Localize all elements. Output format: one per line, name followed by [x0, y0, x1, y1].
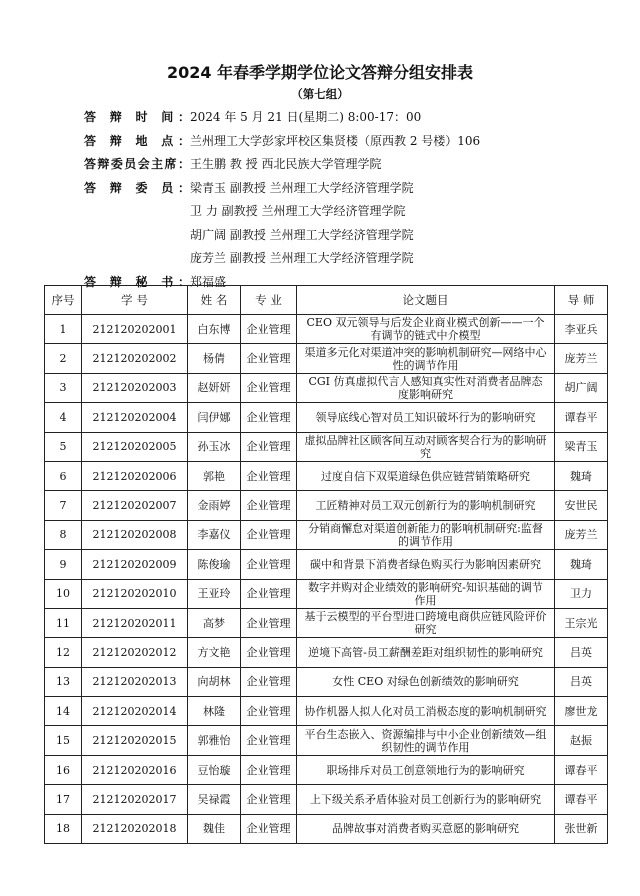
cell-index: 16 [45, 755, 82, 784]
schedule-table [44, 285, 608, 844]
cell-thesis-title: 协作机器人拟人化对员工消极态度的影响机制研究 [297, 697, 555, 726]
cell-name: 魏佳 [188, 814, 241, 843]
header-thesis-title: 论文题目 [297, 286, 555, 315]
cell-index: 2 [45, 344, 82, 373]
cell-index: 18 [45, 814, 82, 843]
cell-major: 企业管理 [241, 579, 297, 608]
table-row [45, 461, 608, 490]
cell-major: 企业管理 [241, 785, 297, 814]
cell-name: 白东博 [188, 315, 241, 344]
cell-index: 5 [45, 432, 82, 461]
cell-thesis-title: 逆境下高管-员工薪酬差距对组织韧性的影响研究 [297, 638, 555, 667]
cell-major: 企业管理 [241, 432, 297, 461]
cell-major: 企业管理 [241, 315, 297, 344]
cell-thesis-title: 基于云模型的平台型进口跨境电商供应链风险评价研究 [297, 608, 555, 637]
place-label: 答 辩 地 点： [84, 133, 190, 148]
member-1: 梁青玉 副教授 兰州理工大学经济管理学院 [190, 180, 414, 195]
table-row [45, 403, 608, 432]
cell-index: 8 [45, 520, 82, 549]
cell-major: 企业管理 [241, 373, 297, 402]
cell-student-id: 212120202015 [82, 726, 188, 755]
cell-index: 9 [45, 550, 82, 579]
cell-thesis-title: 女性 CEO 对绿色创新绩效的影响研究 [297, 667, 555, 696]
cell-index: 1 [45, 315, 82, 344]
member-row-3 [84, 224, 624, 248]
cell-index: 14 [45, 697, 82, 726]
cell-advisor: 庞芳兰 [555, 520, 608, 549]
table-row [45, 373, 608, 402]
cell-index: 7 [45, 491, 82, 520]
cell-thesis-title: 碳中和背景下消费者绿色购买行为影响因素研究 [297, 550, 555, 579]
cell-advisor: 魏琦 [555, 461, 608, 490]
table-row [45, 550, 608, 579]
cell-student-id: 212120202017 [82, 785, 188, 814]
cell-advisor: 张世新 [555, 814, 608, 843]
cell-major: 企业管理 [241, 403, 297, 432]
cell-major: 企业管理 [241, 344, 297, 373]
table-row [45, 814, 608, 843]
cell-name: 吴禄霞 [188, 785, 241, 814]
time-label: 答 辩 时 间： [84, 110, 190, 124]
cell-student-id: 212120202013 [82, 667, 188, 696]
cell-name: 赵妍妍 [188, 373, 241, 402]
cell-thesis-title: 数字并购对企业绩效的影响研究-知识基础的调节作用 [297, 579, 555, 608]
cell-thesis-title: 渠道多元化对渠道冲突的影响机制研究—网络中心性的调节作用 [297, 344, 555, 373]
cell-name: 向胡林 [188, 667, 241, 696]
cell-major: 企业管理 [241, 550, 297, 579]
cell-student-id: 212120202003 [82, 373, 188, 402]
cell-advisor: 谭春平 [555, 755, 608, 784]
table-row [45, 638, 608, 667]
cell-advisor: 李亚兵 [555, 315, 608, 344]
cell-index: 13 [45, 667, 82, 696]
cell-index: 3 [45, 373, 82, 402]
cell-major: 企业管理 [241, 638, 297, 667]
cell-student-id: 212120202012 [82, 638, 188, 667]
cell-advisor: 谭春平 [555, 403, 608, 432]
cell-name: 郭艳 [188, 461, 241, 490]
cell-name: 高梦 [188, 608, 241, 637]
page-title: 2024 年春季学期学位论文答辩分组安排表 [166, 63, 474, 82]
cell-index: 6 [45, 461, 82, 490]
cell-advisor: 庞芳兰 [555, 344, 608, 373]
table-row [45, 315, 608, 344]
cell-advisor: 吕英 [555, 638, 608, 667]
secretary-value: 郑福盛 [190, 274, 227, 289]
defense-info [84, 106, 624, 294]
cell-major: 企业管理 [241, 461, 297, 490]
cell-index: 12 [45, 638, 82, 667]
cell-name: 金雨婷 [188, 491, 241, 520]
cell-student-id: 212120202006 [82, 461, 188, 490]
cell-major: 企业管理 [241, 697, 297, 726]
member-2: 卫 力 副教授 兰州理工大学经济管理学院 [190, 204, 406, 218]
secretary-label: 答 辩 秘 书： [84, 274, 190, 289]
cell-name: 杨倩 [188, 344, 241, 373]
table-row [45, 344, 608, 373]
cell-advisor: 吕英 [555, 667, 608, 696]
table-row [45, 432, 608, 461]
cell-student-id: 212120202008 [82, 520, 188, 549]
cell-name: 孙玉冰 [188, 432, 241, 461]
cell-major: 企业管理 [241, 520, 297, 549]
cell-student-id: 212120202004 [82, 403, 188, 432]
table-row [45, 667, 608, 696]
members-label: 答 辩 委 员： [84, 180, 190, 195]
table-row [45, 697, 608, 726]
cell-name: 闫伊娜 [188, 403, 241, 432]
header-index: 序号 [45, 286, 82, 315]
cell-student-id: 212120202018 [82, 814, 188, 843]
cell-advisor: 梁青玉 [555, 432, 608, 461]
cell-name: 李嘉仪 [188, 520, 241, 549]
place-value: 兰州理工大学彭家坪校区集贤楼（原西教 2 号楼）106 [190, 133, 481, 148]
cell-name: 郭雅怡 [188, 726, 241, 755]
cell-student-id: 212120202009 [82, 550, 188, 579]
cell-student-id: 212120202005 [82, 432, 188, 461]
cell-major: 企业管理 [241, 726, 297, 755]
cell-advisor: 赵振 [555, 726, 608, 755]
cell-thesis-title: 分销商懈怠对渠道创新能力的影响机制研究:监督的调节作用 [297, 520, 555, 549]
cell-index: 17 [45, 785, 82, 814]
group-label: （第七组） [291, 87, 349, 101]
cell-student-id: 212120202014 [82, 697, 188, 726]
cell-major: 企业管理 [241, 491, 297, 520]
chair-label: 答辩委员会主席： [84, 157, 190, 171]
cell-student-id: 212120202010 [82, 579, 188, 608]
table-header-row [45, 286, 608, 315]
cell-major: 企业管理 [241, 814, 297, 843]
member-row-2 [84, 200, 624, 224]
header-student-id: 学 号 [82, 286, 188, 315]
chair-row [84, 153, 624, 177]
place-row [84, 130, 624, 154]
cell-thesis-title: 过度自信下双渠道绿色供应链营销策略研究 [297, 461, 555, 490]
table-row [45, 520, 608, 549]
cell-major: 企业管理 [241, 667, 297, 696]
cell-student-id: 212120202001 [82, 315, 188, 344]
cell-major: 企业管理 [241, 755, 297, 784]
cell-thesis-title: CGI 仿真虚拟代言人感知真实性对消费者品牌态度影响研究 [297, 373, 555, 402]
cell-advisor: 安世民 [555, 491, 608, 520]
cell-thesis-title: CEO 双元领导与后发企业商业模式创新——一个有调节的链式中介模型 [297, 315, 555, 344]
cell-advisor: 廖世龙 [555, 697, 608, 726]
cell-index: 11 [45, 608, 82, 637]
cell-thesis-title: 品牌故事对消费者购买意愿的影响研究 [297, 814, 555, 843]
cell-major: 企业管理 [241, 608, 297, 637]
cell-student-id: 212120202007 [82, 491, 188, 520]
time-value: 2024 年 5 月 21 日(星期二) 8:00-17：00 [190, 110, 422, 124]
table-row [45, 491, 608, 520]
time-row [84, 106, 624, 130]
header-advisor: 导 师 [555, 286, 608, 315]
member-4: 庞芳兰 副教授 兰州理工大学经济管理学院 [190, 251, 414, 265]
cell-thesis-title: 职场排斥对员工创意领地行为的影响研究 [297, 755, 555, 784]
cell-advisor: 谭春平 [555, 785, 608, 814]
cell-thesis-title: 领导底线心智对员工知识破坏行为的影响研究 [297, 403, 555, 432]
cell-index: 4 [45, 403, 82, 432]
table-row [45, 608, 608, 637]
chair-value: 王生鹏 教 授 西北民族大学管理学院 [190, 157, 382, 171]
cell-name: 林隆 [188, 697, 241, 726]
cell-name: 陈俊瑜 [188, 550, 241, 579]
table-row [45, 726, 608, 755]
cell-thesis-title: 上下级关系矛盾体验对员工创新行为的影响研究 [297, 785, 555, 814]
table-row [45, 579, 608, 608]
cell-advisor: 胡广阔 [555, 373, 608, 402]
cell-name: 豆怡璇 [188, 755, 241, 784]
cell-index: 15 [45, 726, 82, 755]
cell-advisor: 魏琦 [555, 550, 608, 579]
cell-student-id: 212120202011 [82, 608, 188, 637]
cell-student-id: 212120202016 [82, 755, 188, 784]
members-row [84, 177, 624, 201]
cell-student-id: 212120202002 [82, 344, 188, 373]
header-name: 姓 名 [188, 286, 241, 315]
cell-thesis-title: 虚拟品牌社区顾客间互动对顾客契合行为的影响研究 [297, 432, 555, 461]
cell-thesis-title: 平台生态嵌入、资源编排与中小企业创新绩效—组织韧性的调节作用 [297, 726, 555, 755]
cell-name: 方文艳 [188, 638, 241, 667]
member-row-4 [84, 247, 624, 271]
table-row [45, 785, 608, 814]
cell-thesis-title: 工匠精神对员工双元创新行为的影响机制研究 [297, 491, 555, 520]
cell-advisor: 卫力 [555, 579, 608, 608]
cell-advisor: 王宗光 [555, 608, 608, 637]
member-3: 胡广阔 副教授 兰州理工大学经济管理学院 [190, 227, 414, 242]
header-major: 专 业 [241, 286, 297, 315]
cell-name: 王亚玲 [188, 579, 241, 608]
cell-index: 10 [45, 579, 82, 608]
table-row [45, 755, 608, 784]
